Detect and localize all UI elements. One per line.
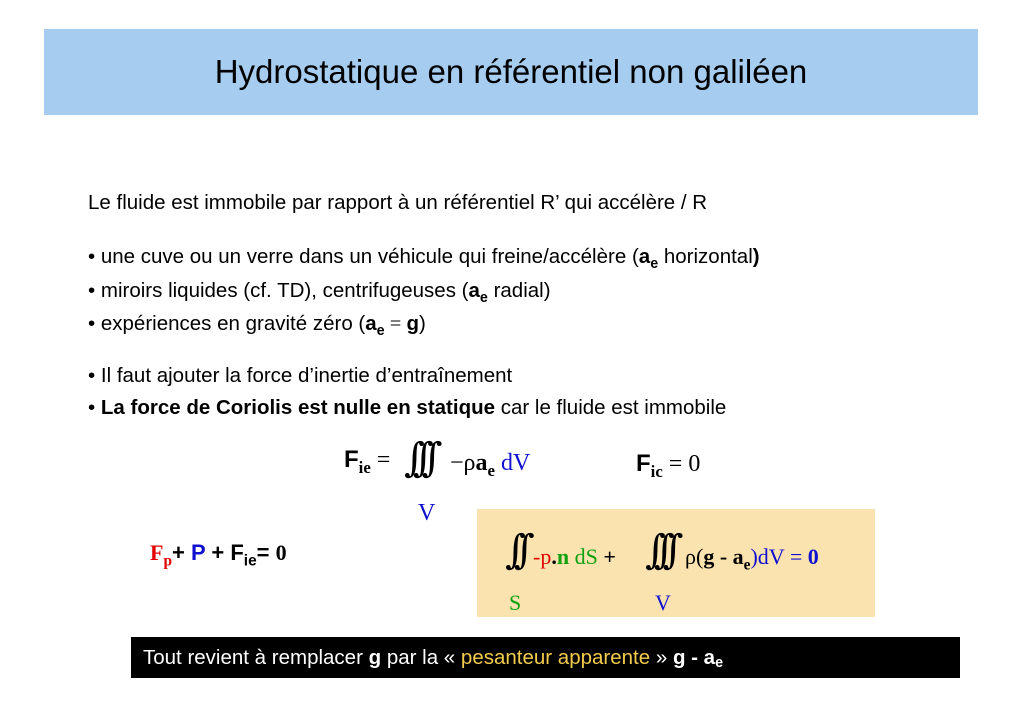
fie-F: F xyxy=(344,446,359,473)
box-eq: = xyxy=(784,544,808,569)
conclusion-apparent: pesanteur apparente xyxy=(460,645,651,669)
box-surface-term xyxy=(533,544,616,570)
conclusion-pre: Tout revient à remplacer xyxy=(143,645,369,669)
bullet-glyph: • xyxy=(88,364,96,387)
fie-integrand xyxy=(450,450,530,481)
bullet-3-g: g xyxy=(406,312,419,335)
box-volume-term xyxy=(685,544,819,574)
box-dot: . xyxy=(551,544,557,569)
fie-sub: ie xyxy=(358,457,371,477)
bullet-3-a: a xyxy=(365,312,377,335)
bullet-glyph: • xyxy=(88,279,96,302)
bullet-1-sub: e xyxy=(650,256,659,273)
bullet-3 xyxy=(88,312,426,339)
sum-ie: ie xyxy=(243,552,257,570)
bullet-3-close: ) xyxy=(418,312,426,335)
sum-P: P xyxy=(190,540,206,565)
box-V: V xyxy=(655,590,671,615)
box-minus-p: -p xyxy=(533,544,552,569)
fie-a: a xyxy=(475,450,488,476)
conclusion-sub: e xyxy=(715,655,724,672)
box-plus: + xyxy=(597,544,616,569)
box-double-integral: ∫∫ xyxy=(505,527,523,573)
conclusion-bar xyxy=(131,637,960,678)
box-g: g xyxy=(703,544,715,569)
conclusion-g: g xyxy=(368,645,382,669)
formula-sum xyxy=(150,540,287,570)
box-minus-a: - a xyxy=(714,544,744,569)
bullet-2-sub: e xyxy=(479,290,488,307)
bullet-3-eq: = xyxy=(384,313,407,335)
bullet-5-bold: La force de Coriolis est nulle en statique xyxy=(95,396,496,419)
bullet-glyph: • xyxy=(88,245,96,268)
box-rho: ρ( xyxy=(685,544,704,569)
bullet-1-tail: horizontal xyxy=(658,245,753,268)
fie-minus-rho: −ρ xyxy=(450,450,476,476)
box-n: n xyxy=(556,544,570,569)
conclusion-mid: par la « xyxy=(381,645,461,669)
bullet-3-text: expériences en gravité zéro ( xyxy=(95,312,366,335)
bullet-4-text: Il faut ajouter la force d’inertie d’entraînement xyxy=(95,364,513,387)
sum-p-sub: p xyxy=(163,552,173,570)
conclusion-post: » xyxy=(650,645,673,669)
conclusion-g2: g - a xyxy=(672,645,716,669)
fic-F: F xyxy=(636,450,651,477)
fie-V: V xyxy=(418,500,436,526)
formula-fie xyxy=(344,446,390,478)
bullet-glyph: • xyxy=(88,396,96,419)
sum-Fp: F xyxy=(150,540,164,565)
bullet-5 xyxy=(88,396,726,420)
bullet-1-text: une cuve ou un verre dans un véhicule qui freine/accélère ( xyxy=(95,245,639,268)
box-close-dV: )dV xyxy=(750,544,785,569)
bullet-1 xyxy=(88,245,760,272)
bullet-4 xyxy=(88,364,512,388)
bullet-2 xyxy=(88,279,551,306)
fie-triple-integral: ∫∫∫ xyxy=(404,435,431,481)
sum-zero: 0 xyxy=(275,540,287,565)
bullet-2-text: miroirs liquides (cf. TD), centrifugeuses ( xyxy=(95,279,469,302)
sum-eq: = xyxy=(256,540,276,565)
fie-asub: e xyxy=(487,460,495,480)
title-bar xyxy=(44,29,978,115)
box-triple-integral: ∫∫∫ xyxy=(645,527,672,573)
sum-plus1: + xyxy=(172,540,191,565)
bullet-1-close: ) xyxy=(752,245,760,268)
sum-plus2: + xyxy=(205,540,231,565)
box-asub: e xyxy=(743,556,751,574)
fie-dV: dV xyxy=(494,450,531,476)
box-S: S xyxy=(509,590,522,615)
bullet-glyph: • xyxy=(88,312,96,335)
fic-eq: = 0 xyxy=(662,451,701,477)
bullet-3-sub: e xyxy=(376,323,385,340)
page-title: Hydrostatique en référentiel non galiléen xyxy=(214,53,808,90)
bullet-2-tail: radial) xyxy=(487,279,551,302)
sum-F: F xyxy=(230,540,244,565)
formula-fic xyxy=(636,450,700,482)
box-zero: 0 xyxy=(807,544,819,569)
intro-text: Le fluide est immobile par rapport à un référentiel R’ qui accélère / R xyxy=(88,191,708,214)
bullet-2-a: a xyxy=(468,279,480,302)
bullet-5-text: car le fluide est immobile xyxy=(495,396,727,419)
bullet-1-a: a xyxy=(638,245,651,268)
fic-sub: ic xyxy=(650,461,663,481)
box-dS: dS xyxy=(569,544,598,569)
fie-eq: = xyxy=(370,447,391,473)
